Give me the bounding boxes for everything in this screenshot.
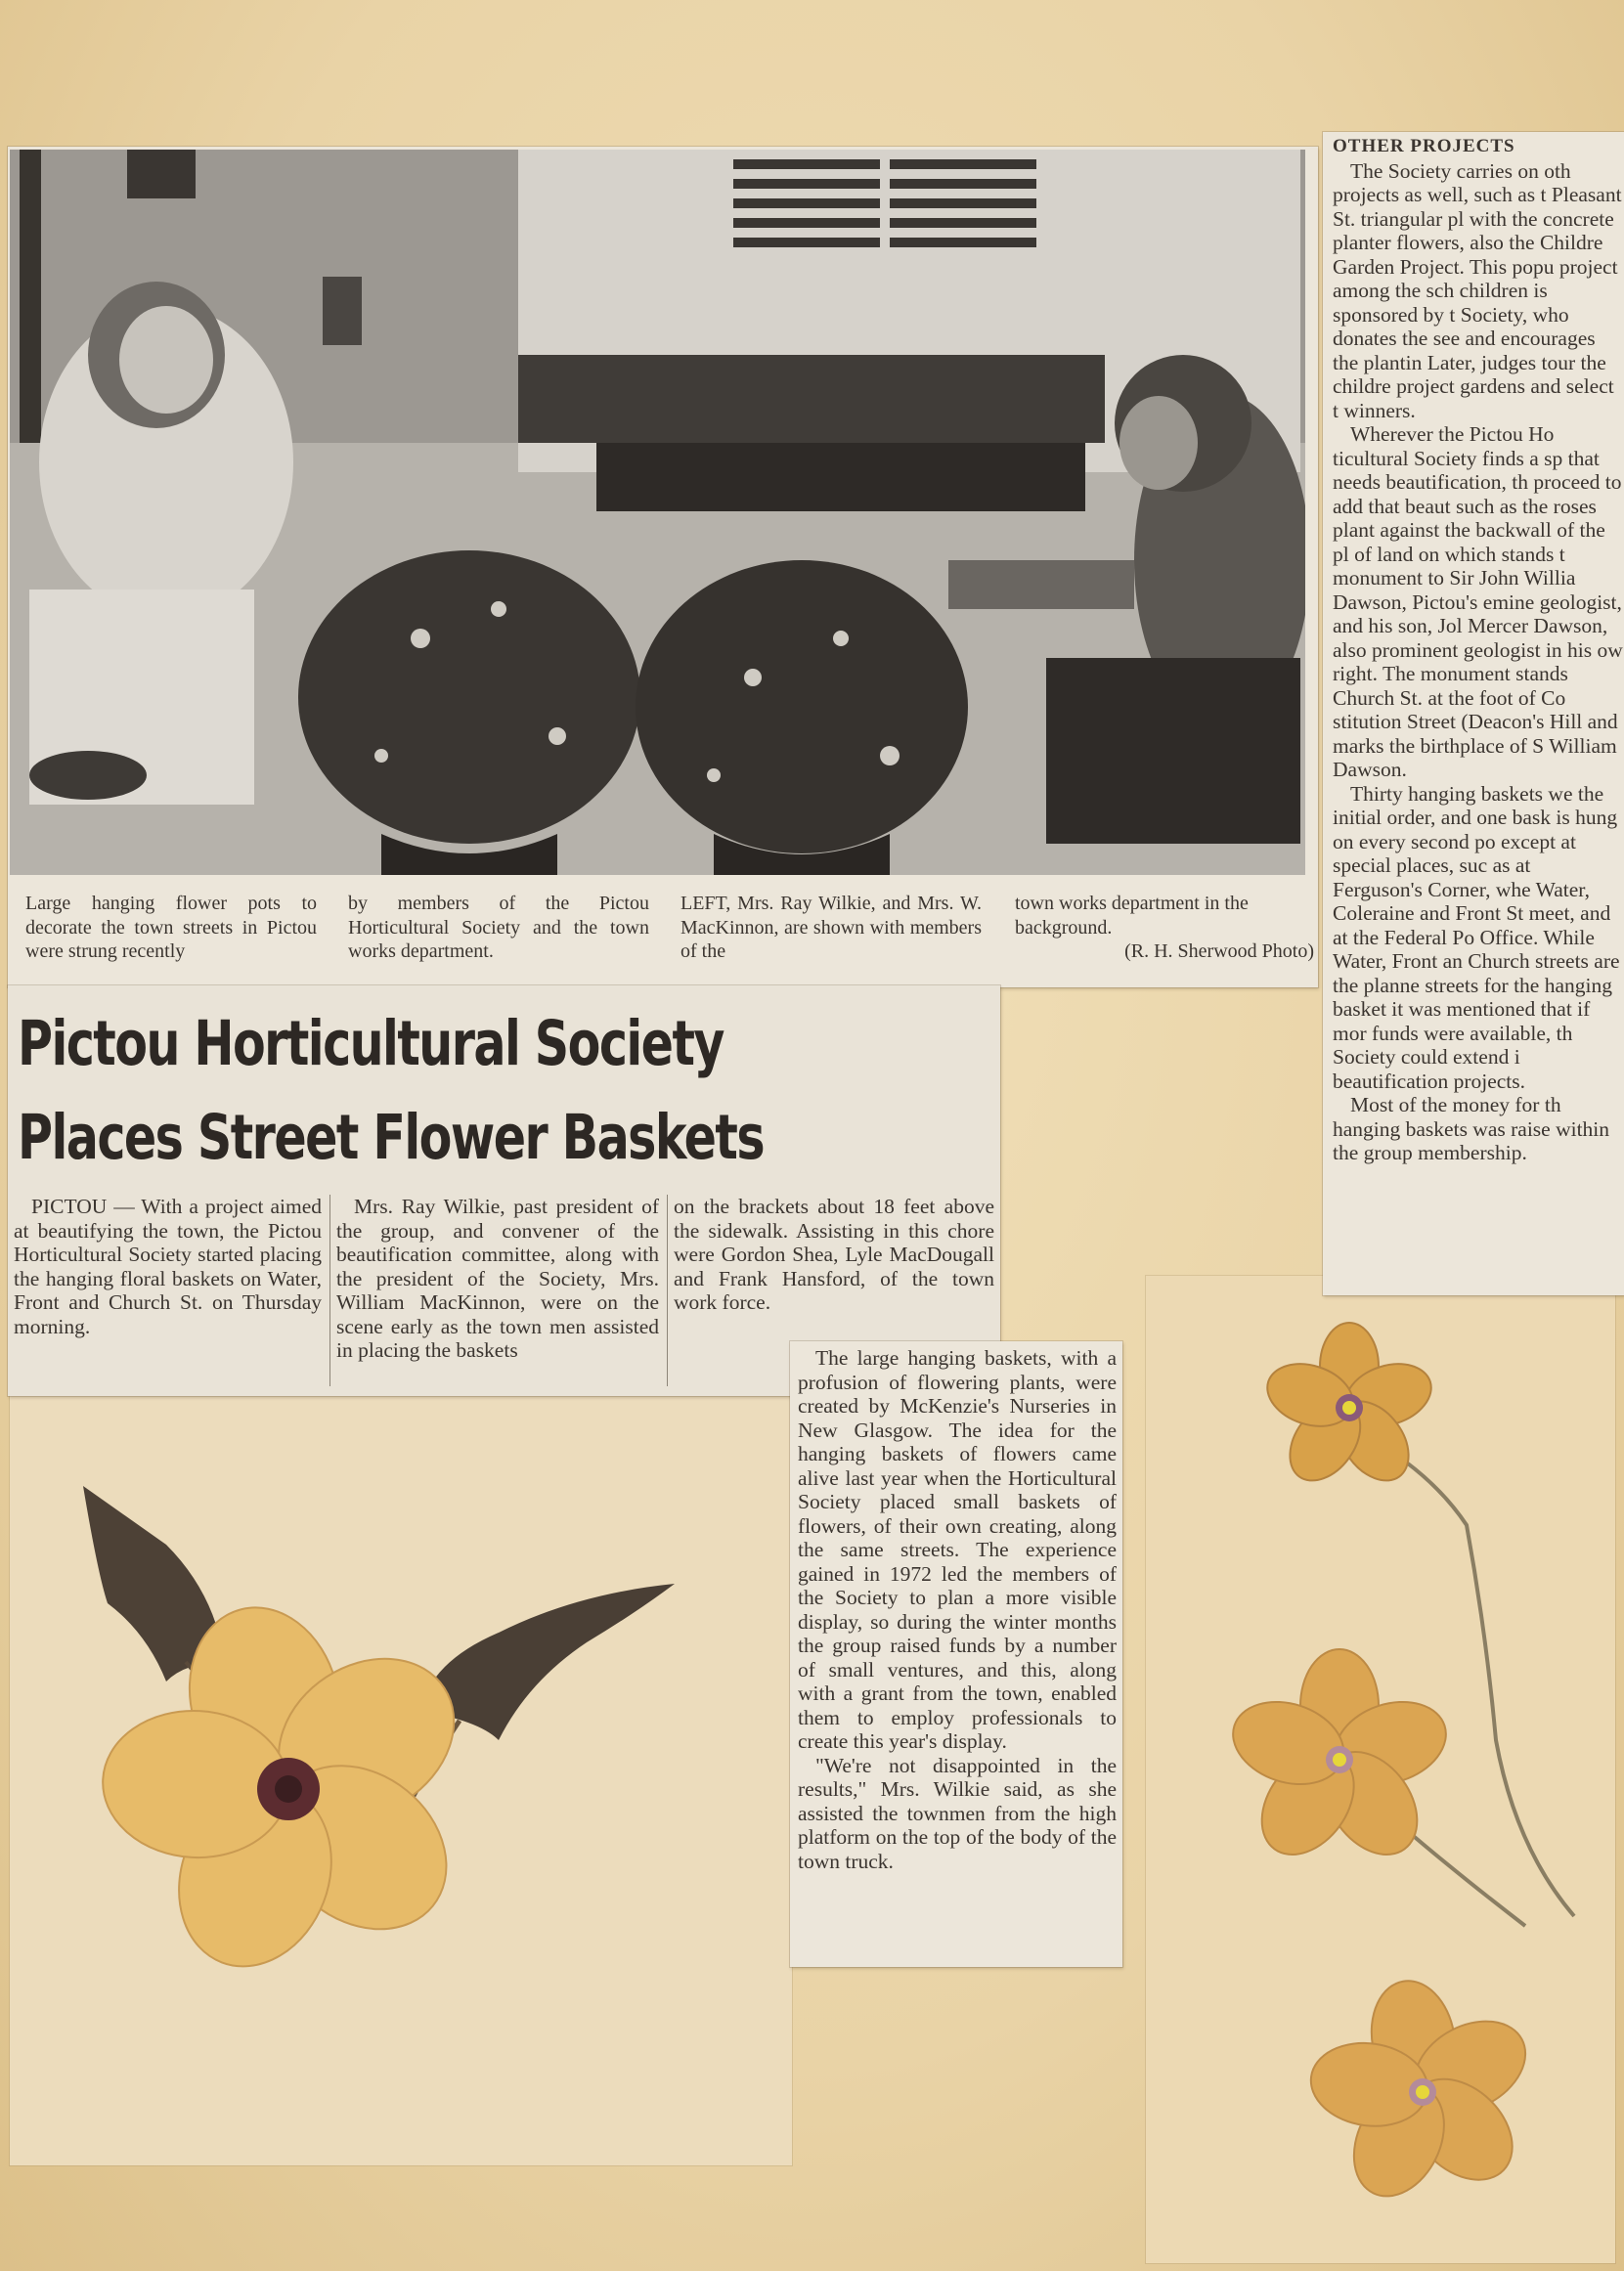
pressed-flower-small-3 [1305,1974,1541,2210]
pressed-flowers-column [1203,1300,1613,2239]
other-projects-heading: OTHER PROJECTS [1333,136,1515,156]
caption-col-3 [680,892,982,976]
caption-col-1 [25,892,317,976]
caption-text-2: by members of the Pictou Horticultural Society and the town works department. [348,893,649,962]
column-rule [329,1195,330,1386]
article-col-2 [336,1195,659,1390]
other-projects-para-4: Most of the money for th hanging baskets was raise within the group membership. [1333,1093,1610,1164]
article-col2-text: Mrs. Ray Wilkie, past president of the group, and convener of the beautification committee, along with the president of the Society, Mrs. William MacKinnon, were on the scene early as the town men assisted in placing the baskets [336,1195,659,1362]
photo-credit: (R. H. Sherwood Photo) [1124,940,1314,962]
caption-text-3: LEFT, Mrs. Ray Wilkie, and Mrs. W. MacKinnon, are shown with members of the [680,893,982,962]
headline-line-1: Pictou Horticultural Society [18,1008,724,1079]
article-col4-para-2: "We're not disappointed in the results," Mrs. Wilkie said, as she assisted the townmen from the high platform on the top of the body of the town truck. [798,1753,1117,1873]
article-col4-para-1: The large hanging baskets, with a profusion of flowering plants, were created by McKenzie's Nurseries in New Glasgow. The idea for the hanging baskets of flowers came alive last year when the Horticultural Society placed small baskets of flowers, of their own creating, along the same streets. The experience gained in 1972 led the members of the Society to plan a more visible display, so during the winter months the group raised funds by a number of small ventures, and this, along with a grant from the town, enabled them to employ professionals to create this year's display. [798,1346,1117,1753]
pressed-flower-large [68,1486,694,1994]
other-projects-para-3: Thirty hanging baskets we the initial order, and one bask is hung on every second po except at special places, suc as at Ferguson's Corner, whe Water, Coleraine and Front St meet, and at the Federal Po Office. While Water, Front an Church streets are the planne streets for the hanging basket it was mentioned that if mor funds were available, th Society could extend i beautification projects. [1333,781,1620,1093]
caption-text-4: town works department in the background. [1015,893,1249,939]
caption-col-2 [348,892,649,976]
caption-text-1: Large hanging flower pots to decorate the town streets in Pictou were strung recently [25,893,317,962]
article-col-1 [14,1195,322,1390]
pressed-leaf [420,1584,675,1740]
photo-scene [10,150,1305,875]
article-col3-text: on the brackets about 18 feet above the sidewalk. Assisting in this chore were Gordon Shea, Lyle MacDougall and Frank Hansford, of the town work force. [674,1195,994,1314]
other-projects-para-1: The Society carries on oth projects as well, such as t Pleasant St. triangular pl with the concrete planter flowers, also the Childre Garden Project. This popu project among the sch children is sponsored by t Society, who donates the see and encourages the plantin Later, judges tour the childre project gardens and select t winners. [1333,158,1622,422]
headline-line-2: Places Street Flower Baskets [18,1102,765,1173]
other-projects-column [1333,135,1624,1288]
article-col1-text: PICTOU — With a project aimed at beautifying the town, the Pictou Horticultural Society started placing the hanging floral baskets on Water, Front and Church St. on Thursday morning. [14,1195,322,1338]
halftone-photo [10,150,1305,875]
other-projects-para-2: Wherever the Pictou Ho ticultural Society finds a sp that needs beautification, th proceed to add that beaut such as the roses plant against the backwall of the pl of land on which stands t monument to Sir John Willia Dawson, Pictou's emine geologist, and his son, Jol Mercer Dawson, also prominent geologist in his ow right. The monument stands Church St. at the foot of Co stitution Street (Deacon's Hill and marks the birthplace of S William Dawson. [1333,422,1623,781]
article-col-4 [798,1346,1117,1962]
pressed-flower-small-2 [1222,1649,1457,1872]
caption-col-4 [1015,892,1314,976]
article-col-3 [674,1195,994,1332]
column-rule [667,1195,668,1386]
